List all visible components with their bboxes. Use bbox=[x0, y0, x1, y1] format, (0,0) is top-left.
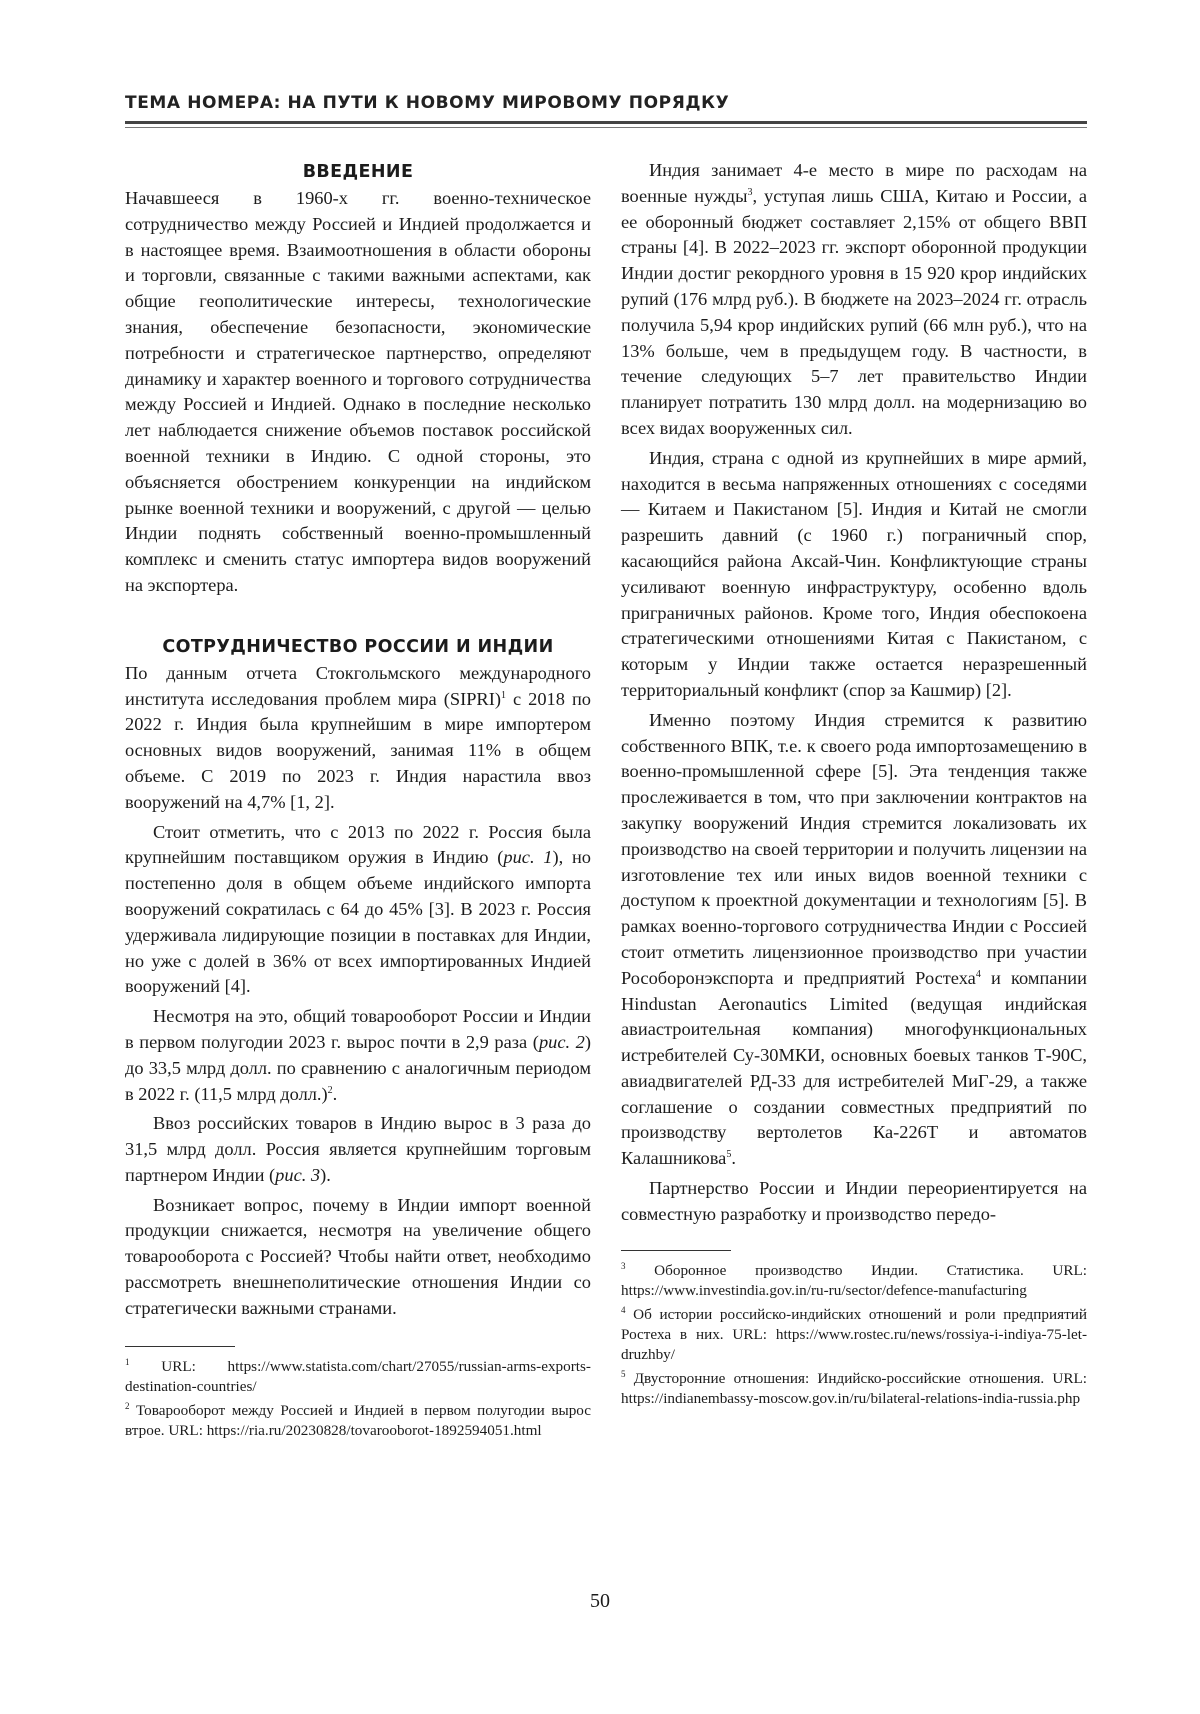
cooperation-paragraph-1: По данным отчета Стокгольмского международного института исследования проблем мира (SIPRI)$^1$ с 2018 по 2022 г. Индия была крупнейшим в мире импортером основных видов вооружений, занимая 11% в общем объеме. С 2019 по 2023 г. Индия нарастила ввоз вооружений на 4,7% [1, 2]. bbox=[125, 662, 591, 812]
page-number: 50 bbox=[590, 1590, 610, 1612]
footnote-separator-right bbox=[621, 1250, 731, 1251]
cooperation-paragraph-4: Ввоз российских товаров в Индию вырос в 3 раза до 31,5 млрд долл. Россия является крупнейшим торговым партнером Индии (рис. 3). bbox=[125, 1113, 591, 1185]
right-paragraph-4: Партнерство России и Индии переориентируется на совместную разработку и производство передо- bbox=[621, 1178, 1087, 1224]
intro-paragraph: Начавшееся в 1960-х гг. военно-техническое сотрудничество между Россией и Индией продолжается и в настоящее время. Взаимоотношения в области обороны и торговли, связанные с такими важными аспектами, как общие геополитические интересы, технологические знания, обеспечение безопасности, экономические потребности и стратегическое партнерство, определяют динамику и характер военного и торгового сотрудничества между Россией и Индией. Однако в последние несколько лет наблюдается снижение объемов поставок российской военной техники в Индию. С одной стороны, это объясняется обострением конкуренции на индийском рынке военной техники и вооружений, с другой — целью Индии поднять собственный военно-промышленный комплекс и сменить статус импортера видов вооружений на экспортера. bbox=[125, 188, 591, 595]
figure-ref-1: рис. 1 bbox=[503, 847, 553, 868]
left-column bbox=[125, 158, 591, 1445]
section-heading-cooperation: СОТРУДНИЧЕСТВО РОССИИ И ИНДИИ bbox=[162, 636, 554, 657]
cooperation-paragraph-3: Несмотря на это, общий товарооборот России и Индии в первом полугодии 2023 г. вырос почти в 2,9 раза (рис. 2) до 33,5 млрд долл. по сравнению с аналогичным периодом в 2022 г. (11,5 млрд долл.)$^2$. bbox=[125, 1006, 591, 1104]
footnote-separator bbox=[125, 1346, 235, 1347]
cooperation-paragraph-5: Возникает вопрос, почему в Индии импорт военной продукции снижается, несмотря на увеличение общего товарооборота с Россией? Чтобы найти ответ, необходимо рассмотреть внешнеполитические отношения Индии со стратегически важными странами. bbox=[125, 1194, 591, 1318]
header-rule-thin bbox=[125, 127, 1087, 128]
figure-ref-3: рис. 3 bbox=[275, 1164, 321, 1185]
right-paragraph-1: Индия занимает 4-е место в мире по расходам на военные нужды$^3$, уступая лишь США, Китаю и России, а ее оборонный бюджет составляет 2,15% от общего ВВП страны [4]. В 2022–2023 гг. экспорт оборонной продукции Индии достиг рекордного уровня в 15 920 крор индийских рупий (176 млрд руб.). В бюджете на 2023–2024 гг. отрасль получила 5,94 крор индийских рупий (66 млн руб.), что на 13% больше, чем в предыдущем году. В частности, в течение следующих 5–7 лет правительство Индии планирует потратить 130 млрд долл. на модернизацию во всех видах вооруженных сил. bbox=[621, 160, 1088, 438]
footnote-2: $^2$ Товарооборот между Россией и Индией в первом полугодии вырос втрое. URL: https://ria.ru/20230828/tovarooborot-1892594051.html bbox=[125, 1400, 591, 1439]
footnote-ref-2: 2 bbox=[327, 1084, 333, 1096]
right-paragraph-2: Индия, страна с одной из крупнейших в мире армий, находится в весьма напряженных отношениях с соседями — Китаем и Пакистаном [5]. Индия и Китай не смогли разрешить давний (с 1960 г.) пограничный спор, касающийся района Аксай-Чин. Конфликтующие страны усиливают военную инфраструктуру, особенно вдоль приграничных районов. Кроме того, Индия обеспокоена стратегическими отношениями Китая с Пакистаном, с которым у Индии также остается неразрешенный территориальный конфликт (спор за Кашмир) [2]. bbox=[621, 447, 1087, 700]
footnote-5: $^5$ Двусторонние отношения: Индийско-российские отношения. URL: https://indianembassy-moscow.gov.in/ru/bilateral-relations-india-russia.php bbox=[621, 1368, 1087, 1407]
right-column bbox=[621, 158, 1087, 1413]
footnote-ref-5: 5 bbox=[726, 1149, 732, 1161]
footnote-ref-3: 3 bbox=[747, 186, 753, 198]
header-rule-thick bbox=[125, 121, 1087, 124]
footnote-3: $^3$ Оборонное производство Индии. Статистика. URL: https://www.investindia.gov.in/ru-ru/sector/defence-manufacturing bbox=[621, 1260, 1087, 1299]
footnote-ref-4: 4 bbox=[975, 968, 981, 980]
footnote-4: $^4$ Об истории российско-индийских отношений и роли предприятий Ростеха в них. URL: https://www.rostec.ru/news/rossiya-i-indiya-75-let-druzhby/ bbox=[621, 1304, 1087, 1363]
figure-ref-2: рис. 2 bbox=[538, 1031, 585, 1052]
running-header: ТЕМА НОМЕРА: НА ПУТИ К НОВОМУ МИРОВОМУ ПОРЯДКУ bbox=[125, 93, 730, 113]
right-paragraph-3: Именно поэтому Индия стремится к развитию собственного ВПК, т.е. к своего рода импортозамещению в военно-промышленной сфере [5]. Эта тенденция также прослеживается в том, что при заключении контрактов на закупку вооружений Индия стремится локализовать их производство на своей территории и получить лицензии на изготовление тех или иных видов военной техники с доступом к проектной документации и технологиям [5]. В рамках военно-торгового сотрудничества Индии с Россией стоит отметить лицензионное производство при участии Рособоронэкспорта и предприятий Ростеха$^4$ и компании Hindustan Aeronautics Limited (ведущая индийская авиастроительная компания) многофункциональных истребителей Су-30МКИ, основных боевых танков Т-90С, авиадвигателей РД-33 для истребителей МиГ-29, а также соглашение о создании совместных предприятий по производству вертолетов Ка-226Т и автоматов Калашникова$^5$. bbox=[621, 709, 1087, 1169]
footnote-1: $^1$ URL: https://www.statista.com/chart/27055/russian-arms-exports-destination-countries/ bbox=[125, 1356, 591, 1395]
cooperation-paragraph-2: Стоит отметить, что с 2013 по 2022 г. Россия была крупнейшим поставщиком оружия в Индию (рис. 1), но постепенно доля в общем объеме индийского импорта вооружений сократилась с 64 до 45% [3]. В 2023 г. Россия удерживала лидирующие позиции в поставках для Индии, но уже с долей в 36% от всех импортированных Индией вооружений [4]. bbox=[125, 821, 591, 997]
section-heading-introduction: ВВЕДЕНИЕ bbox=[302, 162, 414, 182]
footnote-ref-1: 1 bbox=[500, 689, 506, 701]
